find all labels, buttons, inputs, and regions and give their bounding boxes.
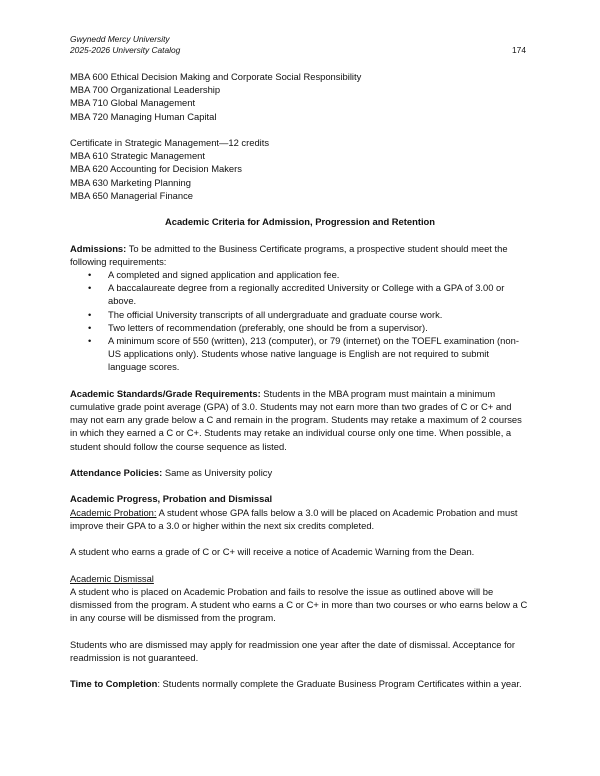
warning-paragraph: A student who earns a grade of C or C+ will receive a notice of Academic Warning from the Dean. (70, 546, 475, 558)
progress-title: Academic Progress, Probation and Dismissal (70, 493, 273, 505)
course-line: MBA 620 Accounting for Decision Makers (70, 163, 242, 175)
dismissal-label: Academic Dismissal (70, 572, 154, 584)
attendance-text: Same as University policy (162, 467, 273, 479)
course-line: MBA 600 Ethical Decision Making and Corporate Social Responsibility (70, 71, 362, 82)
course-line: MBA 700 Organizational Leadership (70, 84, 221, 96)
standards-text: Students in the MBA program must maintain a minimum cumulative grade point average (GPA) of 3.0. Students may not earn more than two grades of C or C+ and may not earn any grade below a C and remain in the program. Students may retake a maximum of 2 courses in which they earned a C or C+. Students may retake an individual course only one time. When possible, a student should follow the course sequence as listed. (70, 387, 522, 452)
header-catalog: 2025-2026 University Catalog (70, 45, 181, 55)
probation-text: A student whose GPA falls below a 3.0 will be placed on Academic Probation and must improve their GPA to a 3.0 or higher within the next six credits completed. (70, 506, 518, 531)
section-title: Academic Criteria for Admission, Progression and Retention (164, 216, 436, 228)
readmission-paragraph: Students who are dismissed may apply for readmission one year after the date of dismissal. Acceptance for readmission is not guaranteed. (70, 638, 516, 663)
admissions-requirements-list (70, 268, 530, 374)
completion-paragraph (70, 677, 530, 690)
header-university: Gwynedd Mercy University (70, 34, 170, 44)
admissions-paragraph (70, 242, 530, 268)
course-list-top (70, 70, 530, 123)
certificate-block (70, 136, 530, 202)
course-line: MBA 720 Managing Human Capital (70, 110, 217, 122)
standards-label: Academic Standards/Grade Requirements: (70, 387, 261, 399)
course-line: MBA 610 Strategic Management (70, 150, 205, 162)
list-item: • Two letters of recommendation (preferably, one should be from a supervisor). (70, 321, 530, 334)
list-item: • The official University transcripts of all undergraduate and graduate course work. (70, 308, 530, 321)
list-item: • A baccalaureate degree from a regionally accredited University or College with a GPA of 3.00 or above. (70, 281, 530, 307)
admissions-text: To be admitted to the Business Certificate programs, a prospective student should meet the following requirements: (70, 242, 508, 267)
course-line: MBA 630 Marketing Planning (70, 176, 191, 188)
page-number: 174 (512, 45, 526, 55)
attendance-label: Attendance Policies: (70, 467, 163, 479)
running-header (70, 34, 180, 56)
completion-text: : Students normally complete the Graduate Business Program Certificates within a year. (157, 678, 522, 690)
list-item: • A minimum score of 550 (written), 213 (computer), or 79 (internet) on the TOEFL examination (non-US applications only). Students whose native language is English are not required to submit language scores. (70, 334, 530, 374)
attendance-paragraph (70, 466, 530, 479)
dismissal-paragraph: A student who is placed on Academic Probation and fails to resolve the issue as outlined above will be dismissed from the program. A student who earns a C or C+ in more than two courses or who earns below a C in any course will be dismissed from the program. (70, 585, 528, 624)
standards-paragraph (70, 387, 530, 453)
course-line: MBA 710 Global Management (70, 97, 196, 109)
admissions-label: Admissions: (70, 242, 127, 254)
certificate-title: Certificate in Strategic Management—12 credits (70, 137, 270, 148)
probation-label: Academic Probation: (70, 506, 157, 518)
page-body (70, 70, 530, 690)
completion-label: Time to Completion (70, 678, 158, 690)
list-item: • A completed and signed application and application fee. (70, 268, 530, 281)
probation-paragraph (70, 506, 530, 532)
course-line: MBA 650 Managerial Finance (70, 189, 193, 201)
